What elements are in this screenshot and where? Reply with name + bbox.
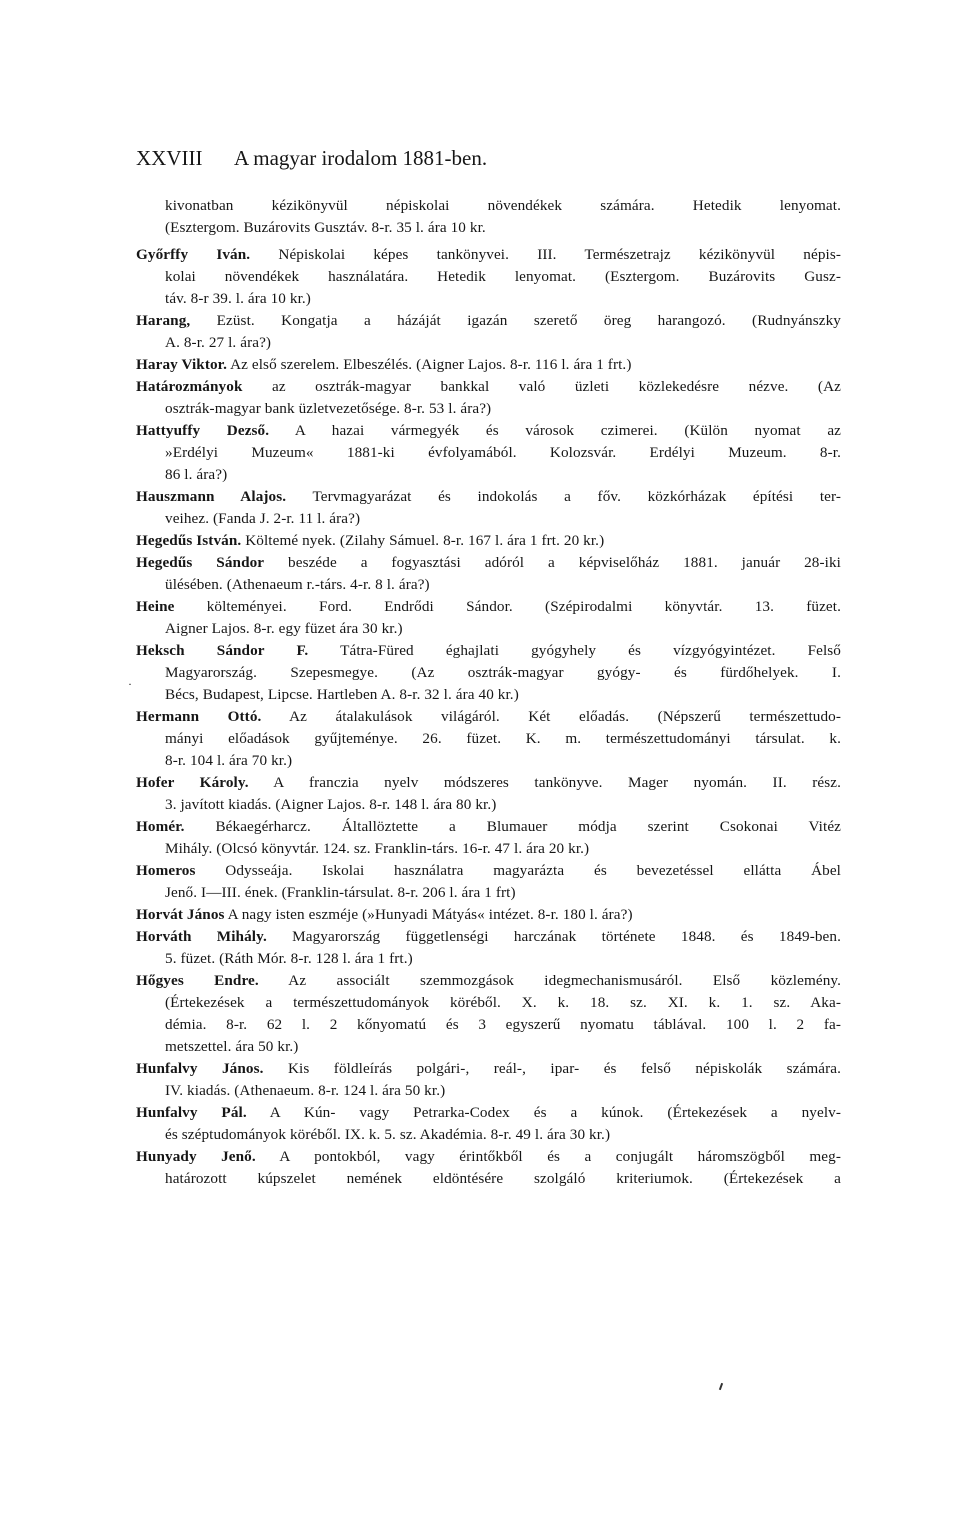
entry-text: Népiskolai képes tankönyvei. III. Természetrajz kézikönyvül népis- [250, 246, 841, 263]
author-name: Horváth Mihály. [136, 928, 267, 945]
entry-text: A hazai vármegyék és városok czimerei. (Külön nyomat az [269, 422, 841, 439]
entry-text: Odysseája. Iskolai használatra magyarázta és bevezetéssel ellátta Ábel [195, 862, 841, 879]
entry-text: osztrák-magyar bank üzletvezetősége. 8-r. 53 l. ára?) [165, 400, 492, 417]
author-name: Homeros [136, 862, 196, 879]
entry-line [136, 552, 841, 574]
entry-text: Aigner Lajos. 8-r. egy füzet ára 30 kr.) [165, 620, 403, 637]
entry-line [136, 640, 841, 662]
author-name: Hauszmann Alajos. [136, 488, 287, 505]
author-name: Hofer Károly. [136, 774, 249, 791]
author-name: Hattyuffy Dezső. [136, 422, 270, 439]
stray-mark [719, 1383, 723, 1390]
author-name: Határozmányok [136, 378, 243, 395]
entry-continuation [136, 992, 841, 1014]
entry-line [136, 904, 841, 926]
entry-continuation [136, 684, 841, 706]
entry-text: Költemé nyek. (Zilahy Sámuel. 8-r. 167 l. ára 1 frt. 20 kr.) [241, 532, 605, 549]
entry-line [136, 530, 841, 552]
entry-text: A pontokból, vagy érintőkből és a conjugált háromszögből meg- [255, 1148, 841, 1165]
entry-continuation [136, 217, 841, 239]
entry-line [136, 596, 841, 618]
stray-dot: · [128, 677, 132, 691]
entry-text: Az átalakulások világáról. Két előadás. (Népszerű természettudo- [261, 708, 841, 725]
page-header [136, 146, 836, 176]
entry-text: démia. 8-r. 62 l. 2 kőnyomatú és 3 egyszerű nyomatu táblával. 100 l. 2 fa- [165, 1016, 841, 1033]
entry-continuation [136, 882, 841, 904]
author-name: Haray Viktor. [136, 356, 228, 373]
entry-continuation [136, 398, 841, 420]
entry-continuation [136, 1014, 841, 1036]
entry-text: (Esztergom. Buzárovits Gusztáv. 8-r. 35 l. ára 10 kr. [165, 219, 486, 236]
entry-text: Az associált szemmozgások idegmechanismusáról. Első közlemény. [258, 972, 841, 989]
entry-line [136, 706, 841, 728]
author-name: Hunfalvy János. [136, 1060, 264, 1077]
entry-text: 5. füzet. (Ráth Mór. 8-r. 128 l. ára 1 frt.) [165, 950, 413, 967]
entry-text: és széptudományok köréből. IX. k. 5. sz. Akadémia. 8-r. 49 l. ára 30 kr.) [165, 1126, 611, 1143]
entry-continuation [136, 1080, 841, 1102]
author-name: Hunfalvy Pál. [136, 1104, 247, 1121]
bibliography-list [136, 195, 841, 1190]
entry-text: mányi előadások gyűjteménye. 26. füzet. K. m. természettudományi társulat. k. [165, 730, 841, 747]
entry-text: 86 l. ára?) [165, 466, 228, 483]
entry-text: Tátra-Füred éghajlati gyógyhely és vízgyógyintézet. Felső [308, 642, 841, 659]
entry-text: Ezüst. Kongatja a házáját igazán szerető öreg harangozó. (Rudnyánszky [190, 312, 841, 329]
entry-continuation [136, 838, 841, 860]
entry-text: táv. 8-r 39. l. ára 10 kr.) [165, 290, 311, 307]
entry-continuation [136, 1168, 841, 1190]
entry-continuation [136, 574, 841, 596]
entry-text: Az első szerelem. Elbeszélés. (Aigner Lajos. 8-r. 116 l. ára 1 frt.) [227, 356, 632, 373]
entry-line [136, 1146, 841, 1168]
entry-line [136, 310, 841, 332]
entry-text: 8-r. 104 l. ára 70 kr.) [165, 752, 293, 769]
entry-line [136, 926, 841, 948]
author-name: Hegedűs Sándor [136, 554, 265, 571]
entry-continuation [136, 794, 841, 816]
entry-text: beszéde a fogyasztási adóról a képviselőház 1881. január 28-iki [264, 554, 841, 571]
entry-continuation [136, 750, 841, 772]
entry-text: 3. javított kiadás. (Aigner Lajos. 8-r. 148 l. ára 80 kr.) [165, 796, 497, 813]
author-name: Heine [136, 598, 175, 615]
entry-line [136, 860, 841, 882]
entry-line [136, 244, 841, 266]
entry-text: A nagy isten eszméje (»Hunyadi Mátyás« intézet. 8-r. 180 l. ára?) [224, 906, 633, 923]
author-name: Heksch Sándor F. [136, 642, 309, 659]
entry-continuation [136, 464, 841, 486]
author-name: Horvát János [136, 906, 225, 923]
entry-continuation [136, 442, 841, 464]
entry-line [136, 376, 841, 398]
entry-continuation [136, 1036, 841, 1058]
running-title: A magyar irodalom 1881-ben. [234, 146, 488, 170]
entry-line [136, 1058, 841, 1080]
entry-continuation [136, 1124, 841, 1146]
entry-text: Jenő. I—III. ének. (Franklin-társulat. 8-r. 206 l. ára 1 frt) [165, 884, 516, 901]
entry-text: az osztrák-magyar bankkal való üzleti közlekedésre nézve. (Az [242, 378, 841, 395]
entry-continuation [136, 332, 841, 354]
entry-text: ülésében. (Athenaeum r.-társ. 4-r. 8 l. ára?) [165, 576, 430, 593]
entry-text: Magyarország. Szepesmegye. (Az osztrák-magyar gyógy- és fürdőhelyek. I. [165, 664, 841, 681]
entry-continuation [136, 948, 841, 970]
author-name: Győrffy Iván. [136, 246, 251, 263]
page-number: XXVIII [136, 146, 203, 170]
author-name: Hermann Ottó. [136, 708, 262, 725]
entry-text: »Erdélyi Muzeum« 1881-ki évfolyamából. Kolozsvár. Erdélyi Muzeum. 8-r. [165, 444, 841, 461]
entry-line [136, 1102, 841, 1124]
entry-text: kivonatban kézikönyvül népiskolai növendékek számára. Hetedik lenyomat. [165, 197, 841, 214]
author-name: Hőgyes Endre. [136, 972, 259, 989]
entry-text: határozott kúpszelet nemének eldöntésére szolgáló kriteriumok. (Értekezések a [165, 1170, 841, 1187]
entry-text: Kis földleírás polgári-, reál-, ipar- és felső népiskolák számára. [263, 1060, 841, 1077]
entry-text: veihez. (Fanda J. 2-r. 11 l. ára?) [165, 510, 361, 527]
entry-continuation [136, 288, 841, 310]
entry-text: IV. kiadás. (Athenaeum. 8-r. 124 l. ára 50 kr.) [165, 1082, 446, 1099]
entry-line [136, 354, 841, 376]
entry-line [136, 486, 841, 508]
entry-text: Bécs, Budapest, Lipcse. Hartleben A. 8-r. 32 l. ára 40 kr.) [165, 686, 519, 703]
entry-text: Mihály. (Olcsó könyvtár. 124. sz. Franklin-társ. 16-r. 47 l. ára 20 kr.) [165, 840, 590, 857]
entry-continuation [136, 618, 841, 640]
entry-line [136, 420, 841, 442]
entry-text: A franczia nyelv módszeres tankönyve. Mager nyomán. II. rész. [248, 774, 841, 791]
entry-text: Magyarország függetlenségi harczának története 1848. és 1849-ben. [266, 928, 841, 945]
entry-text: (Értekezések a természettudományok köréből. X. k. 18. sz. XI. k. 1. sz. Aka- [165, 994, 841, 1011]
entry-line [136, 816, 841, 838]
entry-line [136, 970, 841, 992]
entry-text: metszettel. ára 50 kr.) [165, 1038, 299, 1055]
author-name: Homér. [136, 818, 185, 835]
entry-text: Tervmagyarázat és indokolás a főv. közkórházak építési ter- [286, 488, 841, 505]
entry-continuation [136, 728, 841, 750]
entry-line [136, 772, 841, 794]
author-name: Harang, [136, 312, 191, 329]
entry-text: kolai növendékek használatára. Hetedik lenyomat. (Esztergom. Buzárovits Gusz- [165, 268, 841, 285]
entry-text: A Kún- vagy Petrarka-Codex és a kúnok. (Értekezések a nyelv- [246, 1104, 841, 1121]
entry-continuation [136, 662, 841, 684]
entry-text: A. 8-r. 27 l. ára?) [165, 334, 272, 351]
entry-continuation [136, 195, 841, 217]
entry-continuation [136, 266, 841, 288]
author-name: Hegedűs István. [136, 532, 242, 549]
entry-text: költeményei. Ford. Endrődi Sándor. (Szépirodalmi könyvtár. 13. füzet. [174, 598, 841, 615]
entry-text: Békaegérharcz. Általlöztette a Blumauer módja szerint Csokonai Vitéz [184, 818, 841, 835]
entry-continuation [136, 508, 841, 530]
author-name: Hunyady Jenő. [136, 1148, 256, 1165]
